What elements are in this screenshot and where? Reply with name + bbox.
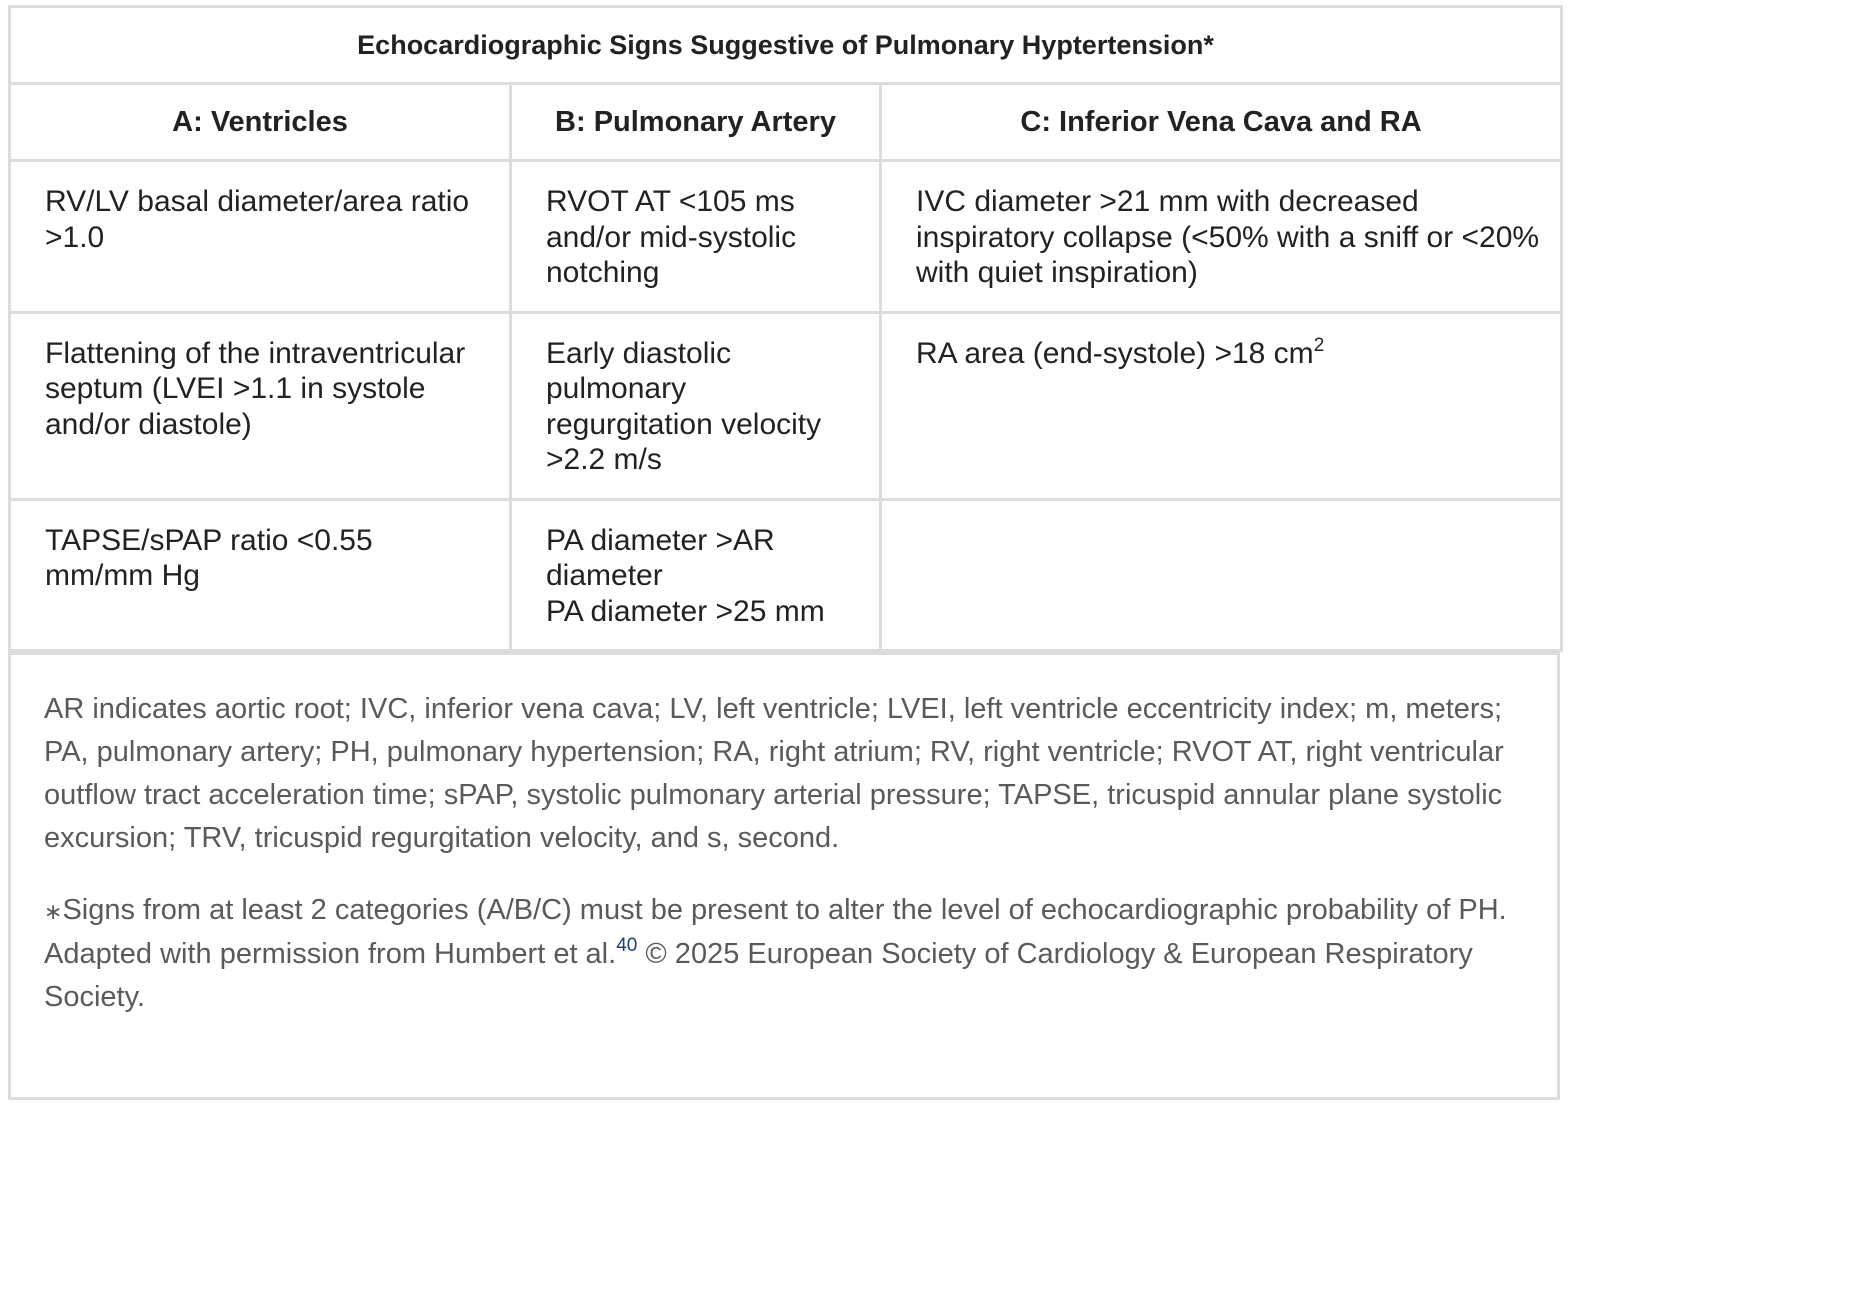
table-cell: TAPSE/sPAP ratio <0.55 mm/mm Hg [10,499,511,651]
table-cell [881,312,1562,499]
table-cell: Early diastolic pulmonary regurgitation velocity >2.2 m/s [511,312,881,499]
table-title: Echocardiographic Signs Suggestive of Pulmonary Hyptertension* [10,7,1562,84]
table-cell: IVC diameter >21 mm with decreased inspiratory collapse (<50% with a sniff or <20% with quiet inspiration) [881,161,1562,313]
table-notes [8,652,1560,1100]
table-row [10,499,1562,651]
table-cell [511,499,881,651]
table-header-row [10,84,1562,161]
adapted-line [44,933,1534,1019]
table-cell: Flattening of the intraventricular septum (LVEI >1.1 in systole and/or diastole) [10,312,511,499]
signs-table [8,5,1563,652]
table-cell-empty [881,499,1562,651]
asterisk-marker: ∗ [44,899,63,924]
column-header-ivc-ra: C: Inferior Vena Cava and RA [881,84,1562,161]
adapted-prefix: Adapted with permission from Humbert et al. [44,938,617,970]
table-title-row [10,7,1562,84]
table-cell: RVOT AT <105 ms and/or mid-systolic notching [511,161,881,313]
pa-diameter-25-text: PA diameter >25 mm [546,594,825,628]
table-row [10,161,1562,313]
table-row [10,312,1562,499]
column-header-pulmonary-artery: B: Pulmonary Artery [511,84,881,161]
abbreviations-note: AR indicates aortic root; IVC, inferior vena cava; LV, left ventricle; LVEI, left ventricle eccentricity index; m, meters; PA, pulmonary artery; PH, pulmonary hypertension; RA, right atrium; RV, right ventricle; RVOT AT, right ventricular outflow tract acceleration time; sPAP, systolic pulmonary arterial pressure; TAPSE, tricuspid annular plane systolic excursion; TRV, tricuspid regurgitation velocity, and s, second. [44,693,1504,854]
footnote-line [44,889,1534,933]
footnote-text: Signs from at least 2 categories (A/B/C) must be present to alter the level of echocardiographic probability of PH. [62,894,1507,926]
superscript-squared: 2 [1313,334,1325,356]
footnote [44,889,1534,1019]
adapted-suffix: © 2025 European Society of Cardiology & European Respiratory Society. [44,938,1473,1013]
ra-area-text: RA area (end-systole) >18 cm [916,336,1314,370]
column-header-ventricles: A: Ventricles [10,84,511,161]
reference-link[interactable]: 40 [616,935,638,956]
table-cell: RV/LV basal diameter/area ratio >1.0 [10,161,511,313]
pa-diameter-ar-text: PA diameter >AR diameter [546,523,775,592]
